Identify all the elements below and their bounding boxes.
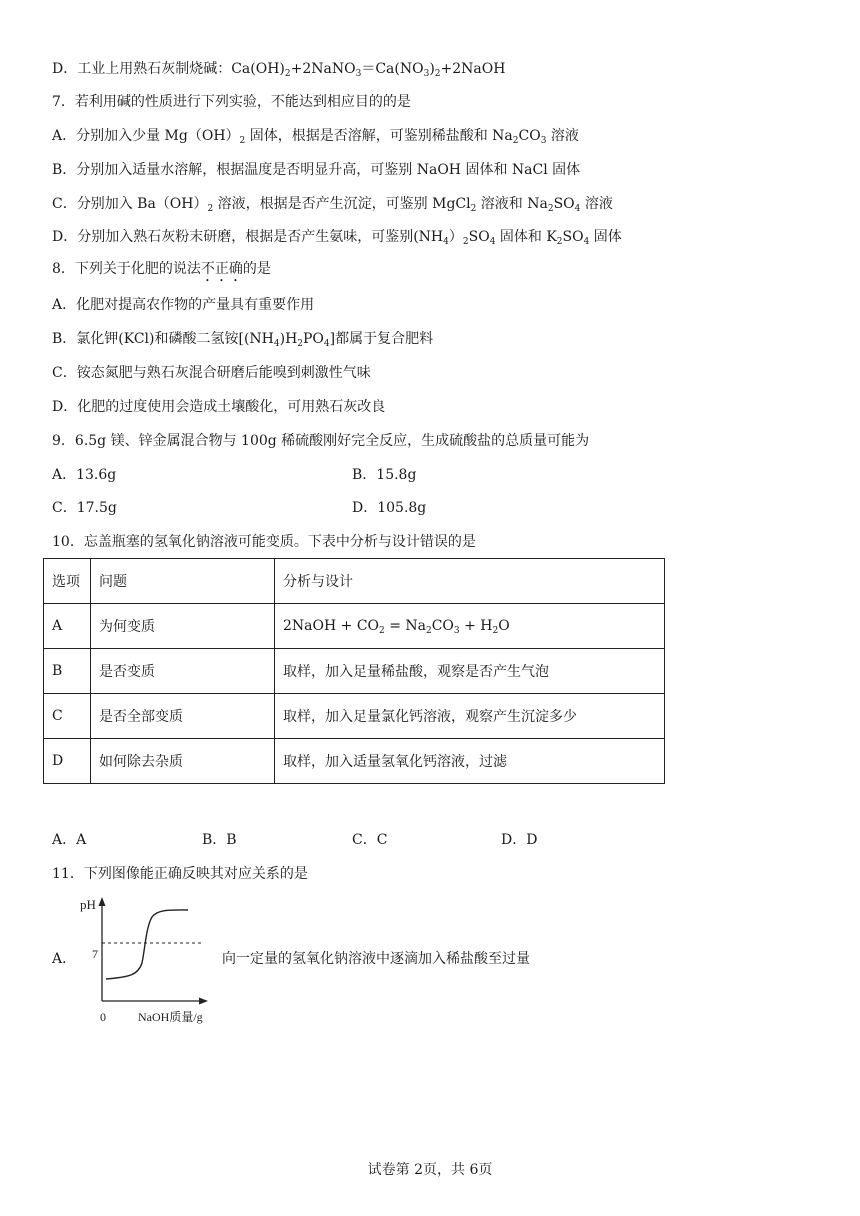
table-cell-design: 取样，加入适量氢氧化钙溶液，过滤	[275, 739, 665, 784]
y-axis-arrow-icon	[99, 897, 106, 906]
table-cell-design: 取样，加入足量氯化钙溶液，观察产生沉淀多少	[275, 694, 665, 739]
page-footer: 试卷第 2页，共 6页	[367, 1162, 493, 1178]
table-cell-question: 为何变质	[91, 604, 275, 649]
ph7-label: 7	[92, 947, 98, 961]
table-row	[44, 649, 665, 694]
q7-option-b: B．分别加入适量水溶解，根据温度是否明显升高，可鉴别 NaOH 固体和 NaCl 固体	[52, 162, 581, 178]
q10-option-a: A．A	[52, 832, 87, 848]
q10-option-b: B．B	[202, 832, 237, 848]
q9-option-a: A．13.6g	[52, 467, 117, 483]
q8-option-a: A．化肥对提高农作物的产量具有重要作用	[52, 297, 315, 313]
table-cell-option: C	[44, 694, 91, 739]
q8-option-b: B．氯化钾(KCl)和磷酸二氢铵$[(NH_4)H_2PO_4]$都属于复合肥料	[52, 331, 434, 349]
table-header-cell: 分析与设计	[275, 559, 665, 604]
q7-stem: 7．若利用碱的性质进行下列实验，不能达到相应目的的是	[52, 94, 411, 110]
table-cell-question: 是否全部变质	[91, 694, 275, 739]
q9-option-c: C．17.5g	[52, 500, 117, 516]
q11-stem: 11．下列图像能正确反映其对应关系的是	[52, 866, 308, 882]
table-cell-question: 是否变质	[91, 649, 275, 694]
q11-option-a-label: A．	[52, 951, 77, 967]
table-row	[44, 739, 665, 784]
table-cell-design: 2NaOH + $CO_2 = Na_2CO_3 + H_2O$	[275, 604, 665, 649]
q9-option-d: D．105.8g	[352, 500, 427, 516]
table-row	[44, 604, 665, 649]
x-axis-label: NaOH质量/g	[138, 1010, 203, 1024]
q8-option-d: D．化肥的过度使用会造成土壤酸化，可用熟石灰改良	[52, 399, 386, 415]
y-axis-label: pH	[80, 897, 96, 912]
q7-option-d: D．分别加入熟石灰粉末研磨，根据是否产生氨味，可鉴别$(NH_4)_2SO_4$ 固体和 $K_2SO_4$ 固体	[52, 229, 622, 247]
table-cell-option: D	[44, 739, 91, 784]
table-header-cell: 选项	[44, 559, 91, 604]
q10-option-c: C．C	[352, 832, 388, 848]
table-header-cell: 问题	[91, 559, 275, 604]
ph-curve	[106, 910, 188, 979]
x-axis-arrow-icon	[199, 998, 208, 1005]
q10-table	[43, 558, 665, 784]
q7-option-c: C．分别加入 $Ba(OH)_2$ 溶液，根据是否产生沉淀，可鉴别 MgCl$_2$ 溶液和 $Na_2SO_4$ 溶液	[52, 196, 613, 214]
q11-option-a-text: 向一定量的氢氧化钠溶液中逐滴加入稀盐酸至过量	[222, 951, 530, 967]
q8-option-c: C．铵态氮肥与熟石灰混合研磨后能嗅到刺激性气味	[52, 365, 371, 381]
table-header-row	[44, 559, 665, 604]
q8-stem: 8．下列关于化肥的说法不正确的是	[52, 261, 271, 277]
ph-graph	[78, 893, 218, 1028]
q7-option-a: A．分别加入少量 $Mg(OH)_2$ 固体，根据是否溶解，可鉴别稀盐酸和 $Na_2CO_3$ 溶液	[52, 128, 579, 146]
q10-stem: 10．忘盖瓶塞的氢氧化钠溶液可能变质。下表中分析与设计错误的是	[52, 534, 476, 550]
table-cell-design: 取样，加入足量稀盐酸，观察是否产生气泡	[275, 649, 665, 694]
q9-stem: 9．6.5g 镁、锌金属混合物与 100g 稀硫酸刚好完全反应，生成硫酸盐的总质量可能为	[52, 433, 590, 449]
q9-option-b: B．15.8g	[352, 467, 417, 483]
table-cell-option: B	[44, 649, 91, 694]
q10-option-d: D．D	[501, 832, 538, 848]
table-row	[44, 694, 665, 739]
origin-label: 0	[100, 1010, 106, 1024]
table-cell-question: 如何除去杂质	[91, 739, 275, 784]
q6-option-d: D．工业上用熟石灰制烧碱：$Ca(OH)_2+2NaNO_3=Ca(NO_3)_2+2NaOH$	[52, 61, 506, 79]
table-cell-option: A	[44, 604, 91, 649]
